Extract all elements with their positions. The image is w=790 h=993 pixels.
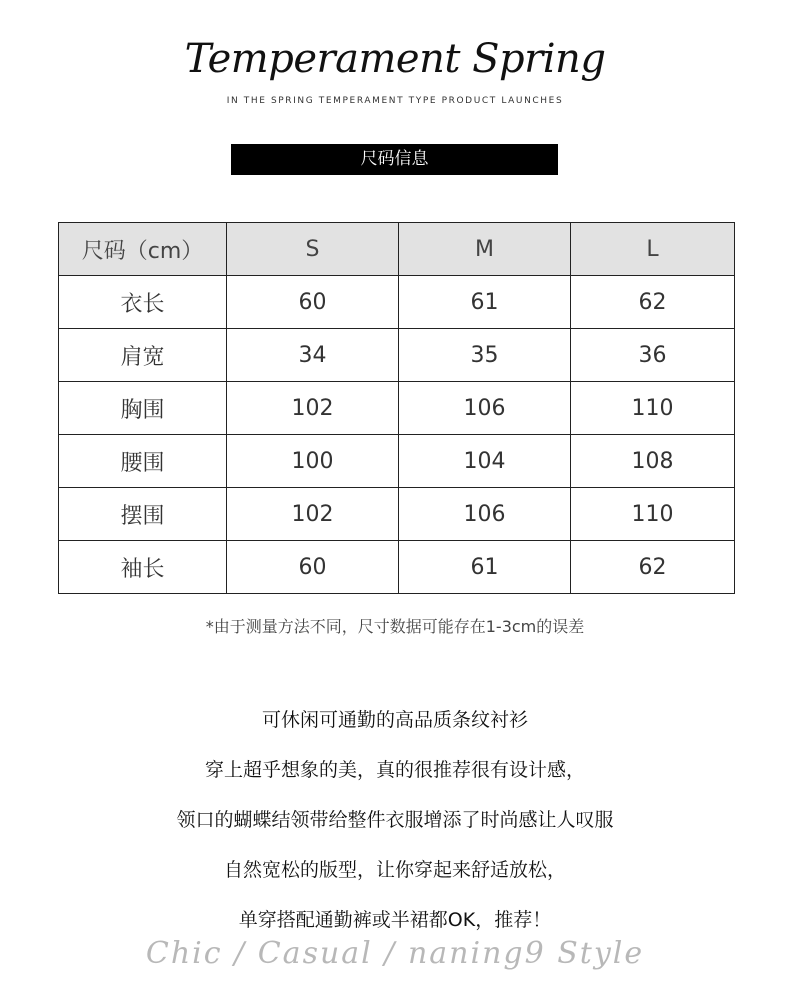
table-row: [59, 435, 735, 488]
table-cell: 60: [227, 276, 399, 329]
description-line: 自然宽松的版型，让你穿起来舒适放松，: [223, 859, 566, 881]
table-cell: 36: [571, 329, 735, 382]
table-row: [59, 382, 735, 435]
row-label: 肩宽: [59, 329, 227, 382]
table-row: [59, 276, 735, 329]
description-line: 穿上超乎想象的美，真的很推荐很有设计感，: [204, 759, 585, 781]
size-table: [58, 222, 735, 594]
table-cell: 102: [227, 382, 399, 435]
table-cell: 106: [399, 382, 571, 435]
row-label: 衣长: [59, 276, 227, 329]
brand-subtitle: IN THE SPRING TEMPERAMENT TYPE PRODUCT LAUNCHES: [226, 96, 564, 106]
description-line: 领口的蝴蝶结领带给整件衣服增添了时尚感让人叹服: [176, 809, 614, 831]
row-label: 胸围: [59, 382, 227, 435]
row-label: 摆围: [59, 488, 227, 541]
table-cell: 110: [571, 488, 735, 541]
table-cell: 102: [227, 488, 399, 541]
table-cell: 104: [399, 435, 571, 488]
table-cell: 60: [227, 541, 399, 594]
table-cell: 100: [227, 435, 399, 488]
table-cell: 61: [399, 276, 571, 329]
table-cell: 62: [571, 541, 735, 594]
table-header-cell: M: [399, 223, 571, 276]
table-cell: 61: [399, 541, 571, 594]
table-row: [59, 329, 735, 382]
table-header-cell: S: [227, 223, 399, 276]
description-line: 可休闲可通勤的高品质条纹衬衫: [261, 709, 528, 731]
table-cell: 110: [571, 382, 735, 435]
table-cell: 62: [571, 276, 735, 329]
measurement-note: *由于测量方法不同，尺寸数据可能存在1-3cm的误差: [205, 617, 585, 636]
description-line: 单穿搭配通勤裤或半裙都OK，推荐！: [238, 909, 552, 931]
section-title-bar: 尺码信息: [231, 144, 558, 175]
table-cell: 108: [571, 435, 735, 488]
table-row: [59, 488, 735, 541]
table-header-cell: L: [571, 223, 735, 276]
row-label: 腰围: [59, 435, 227, 488]
table-cell: 35: [399, 329, 571, 382]
brand-title: Temperament Spring: [184, 36, 606, 82]
table-cell: 34: [227, 329, 399, 382]
row-label: 袖长: [59, 541, 227, 594]
footer-script-text: Chic / Casual / naning9 Style: [145, 936, 645, 971]
table-header-cell: 尺码（cm）: [59, 223, 227, 276]
table-header-row: [59, 223, 735, 276]
table-cell: 106: [399, 488, 571, 541]
table-row: [59, 541, 735, 594]
